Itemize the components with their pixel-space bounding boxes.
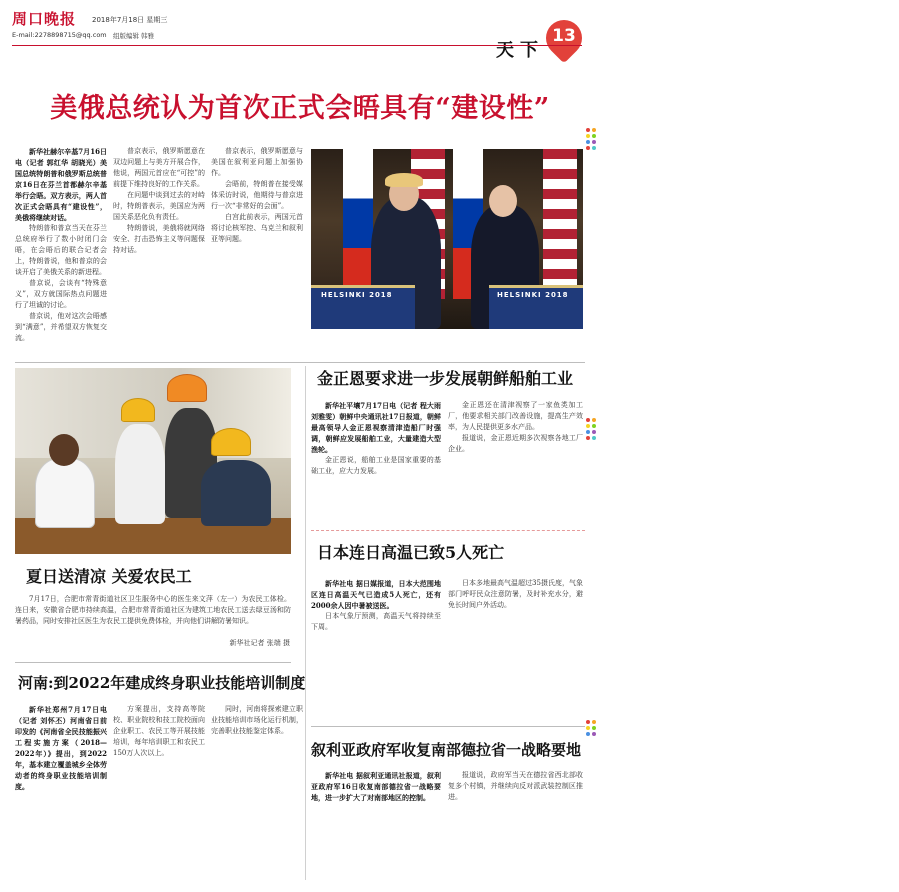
article-paragraph: 白宫此前表示，两国元首将讨论核军控、乌克兰和叙利亚等问题。 (211, 213, 303, 243)
newspaper-logo: 周口晚报 (12, 10, 77, 28)
photo-credit (160, 638, 290, 650)
article-paragraph: 在问题中谈到过去的对峙时，特朗普表示，美国应为两国关系恶化负有责任。 (113, 191, 205, 221)
article-paragraph: 会晤前，特朗普在接受媒体采访时说，他期待与普京进行一次“非常好的会面”。 (211, 180, 303, 210)
worker-seated (201, 460, 271, 526)
decorative-dots-top (586, 128, 596, 150)
henan-column-3 (211, 704, 303, 880)
lead-paragraph: 新华社电 据叙利亚通讯社报道，叙利亚政府军16日收复南部德拉省一战略要地，进一步扩大了对南部地区的控制。 (311, 771, 441, 802)
russia-flag (343, 149, 373, 299)
lead-paragraph: 新华社郑州7月17日电（记者 刘怀丕）河南省日前印发的《河南省全民技能振兴工程实施方案（2018—2022年）》提出，到2022年，基本建立覆盖城乡全体劳动者的终身职业技能培训制度。 (15, 705, 107, 791)
syria-column-1 (311, 770, 441, 880)
article-paragraph: 日本气象厅预测，高温天气将持续至下周。 (311, 612, 441, 631)
page-number: 13 (552, 26, 576, 46)
column-divider (305, 366, 306, 880)
kim-column-2 (448, 400, 583, 526)
section-divider (15, 362, 585, 363)
summer-caption (15, 594, 291, 638)
henan-story-title: 河南:到2022年建成终身职业技能培训制度 (18, 674, 306, 692)
lead-headline: 美俄总统认为首次正式会晤具有“建设性” (50, 93, 550, 124)
section-divider (15, 662, 291, 663)
section-divider (311, 530, 585, 531)
summit-photo (311, 149, 899, 329)
hard-hat (211, 428, 251, 456)
page-number-badge (546, 20, 582, 60)
doctor-hair (49, 434, 79, 466)
article-paragraph: 特朗普和普京当天在芬兰总统府举行了数小时闭门会晤，在会晤后的联合记者会上，特朗普说，他和普京的会谈开启了美俄关系的新进程。 (15, 224, 107, 276)
syria-story-title: 叙利亚政府军收复南部德拉省一战略要地 (311, 741, 582, 759)
article-paragraph: 特朗普说，美俄将就网络安全、打击恐怖主义等问题保持对话。 (113, 224, 205, 254)
lead-column-2 (113, 146, 205, 358)
health-check-photo (15, 368, 291, 554)
section-divider (311, 726, 585, 727)
article-paragraph: 普京说，会谈有“特殊意义”，双方就国际热点问题进行了坦诚的讨论。 (15, 279, 107, 309)
article-paragraph: 报道说，金正恩近期多次视察各地工厂企业。 (448, 434, 583, 453)
article-paragraph: 方案提出，支持高等院校、职业院校和技工院校面向企业职工、农民工等开展技能培训，每年培训职工和农民工150万人次以上。 (113, 705, 205, 757)
layout-editor: 组版编辑 韩雅 (113, 32, 155, 40)
summer-story-title: 夏日送清凉 关爱农民工 (26, 567, 192, 586)
photographer-credit: 新华社记者 张端 摄 (229, 639, 290, 647)
lead-column-3 (211, 146, 303, 358)
syria-column-2 (448, 770, 583, 880)
article-paragraph: 金正恩说，船舶工业是国家重要的基础工业，应大力发展。 (311, 456, 441, 475)
henan-column-1 (15, 704, 107, 880)
person-hair (385, 173, 423, 187)
doctor (35, 458, 95, 528)
us-flag (543, 149, 577, 299)
worker (115, 424, 165, 524)
article-paragraph: 普京说，他对这次会晤感到“满意”，并希望双方恢复交流。 (15, 312, 107, 342)
hard-hat (121, 398, 155, 422)
lead-column-1 (15, 146, 107, 358)
article-paragraph: 金正恩还在清津视察了一家鱼类加工厂，他要求相关部门改善设施，提高生产效率，为人民提供更多水产品。 (448, 401, 583, 431)
article-paragraph: 普京表示，俄罗斯愿意与美国在叙利亚问题上加强协作。 (211, 147, 303, 177)
lead-paragraph: 新华社电 据日媒报道，日本大范围地区连日高温天气已造成5人死亡，还有2000余人因中暑被送医。 (311, 579, 441, 610)
japan-story-title: 日本连日高温已致5人死亡 (317, 543, 505, 562)
article-paragraph: 普京表示，俄罗斯愿意在双边问题上与美方开展合作，他说，两国元首应在“可控”的前提下维持良好的工作关系。 (113, 147, 205, 188)
japan-column-1 (311, 578, 441, 718)
kim-column-1 (311, 400, 441, 526)
podium-label: HELSINKI 2018 (497, 291, 569, 299)
decorative-dots-middle (586, 418, 596, 440)
japan-column-2 (448, 578, 583, 718)
podium-label: HELSINKI 2018 (321, 291, 393, 299)
article-paragraph: 日本多地最高气温超过35摄氏度，气象部门呼吁民众注意防暑，及时补充水分，避免长时间户外活动。 (448, 579, 583, 609)
henan-column-2 (113, 704, 205, 880)
header-divider (12, 45, 582, 46)
section-title: 天下 (496, 40, 544, 61)
article-paragraph: 报道说，政府军当天在德拉省西北部收复多个村镇，并继续向反对派武装控制区推进。 (448, 771, 583, 801)
photo-description: 7月17日，合肥市常青街道社区卫生服务中心的医生来文萍（左一）为农民工体检。连日来，安徽省合肥市持续高温，合肥市常青街道社区为建筑工地农民工送去绿豆汤和防暑药品，同时安排社区医生为农民工提供免费体检，并向他们讲解防暑知识。 (15, 595, 291, 625)
contact-email[interactable]: E-mail:2278898715@qq.com (12, 31, 107, 39)
issue-date: 2018年7月18日 星期三 (92, 16, 168, 24)
person-head (489, 185, 517, 217)
kim-story-title: 金正恩要求进一步发展朝鲜船舶工业 (317, 369, 574, 388)
lead-paragraph: 新华社赫尔辛基7月16日电（记者 郭红华 胡晓光）美国总统特朗普和俄罗斯总统普京16日在芬兰首都赫尔辛基举行会晤。双方表示，两人首次正式会晤具有“建设性”，美俄将继续对话。 (15, 147, 107, 222)
photo-caption: 这是2018年7月16日，在芬兰首都赫尔辛基，美国总统特朗普（左）和俄罗斯总统普京出席联合记者会时握手。 (791, 301, 899, 326)
decorative-dots-bottom (586, 720, 596, 736)
lead-paragraph: 新华社平壤7月17日电（记者 程大雨 刘雅雯）朝鲜中央通讯社17日报道，朝鲜最高领导人金正恩视察清津造船厂时强调，朝鲜应发展船舶工业，大量建造大型渔轮。 (311, 401, 441, 454)
masthead (0, 0, 600, 72)
hard-hat (167, 374, 207, 402)
article-paragraph: 同时，河南将探索建立职业技能培训市场化运行机制，完善职业技能鉴定体系。 (211, 705, 303, 735)
